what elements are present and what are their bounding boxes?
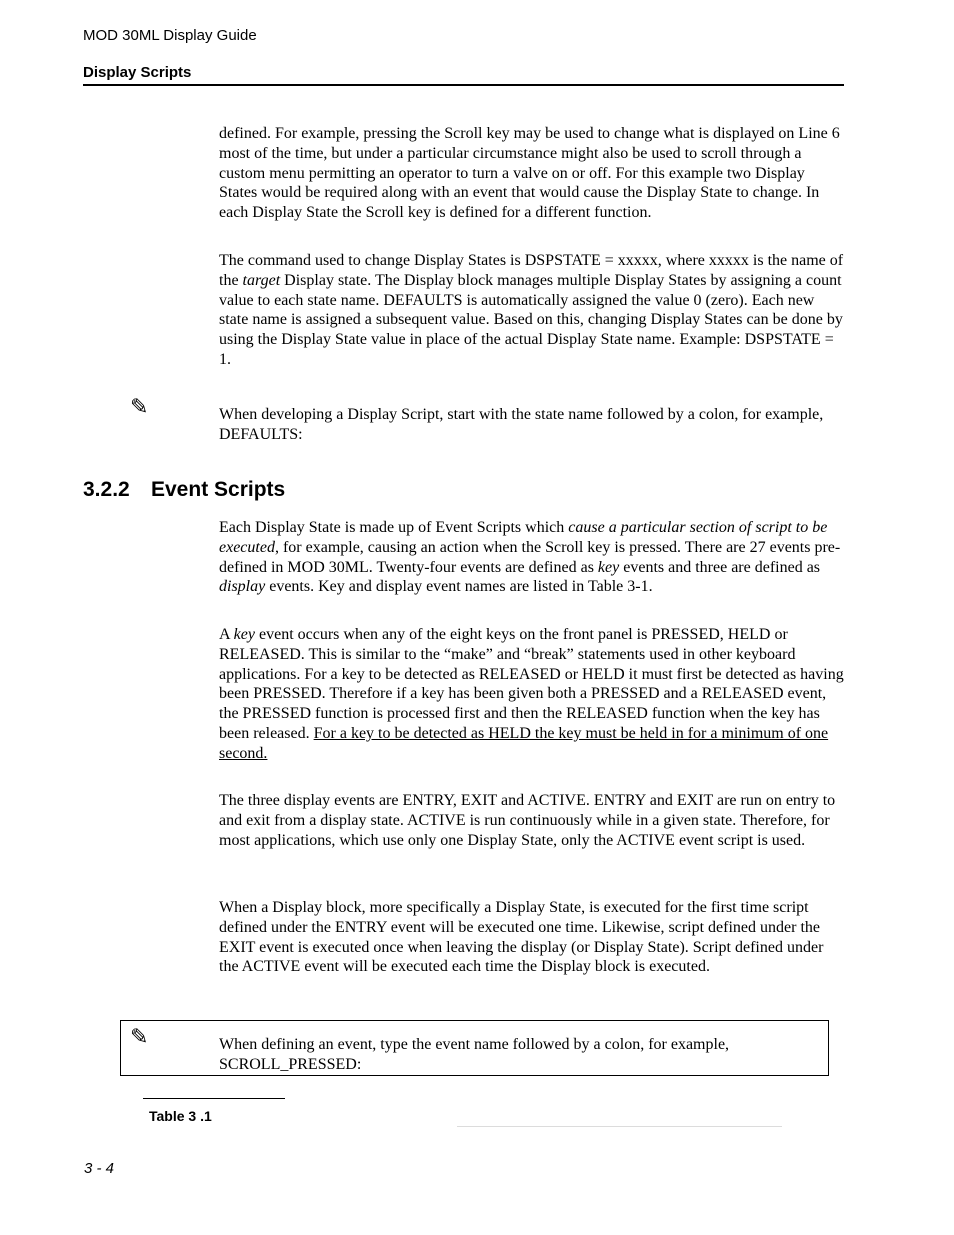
header-divider [83,84,844,86]
section-title: Event Scripts [151,478,286,501]
page-number: 3 - 4 [84,1160,115,1177]
italic-run: target [242,271,281,289]
text-run: Display state. The Display block manages multiple Display States by assigning a count value to each state name. DEFAULTS is automatically assigned the value 0 (zero). Each new state name is assigned a subsequent value. Based on this, changing Display States can be done by using the Display State value in place of the actual Display State name. Example: DSPSTATE = 1. [219,271,843,368]
note-define-event: When defining an event, type the event name followed by a colon, for example, SCROLL_PRESSED: [219,1036,730,1073]
paragraph-display-states-continued: defined. For example, pressing the Scroll key may be used to change what is displayed on Line 6 most of the time, but under a particular circumstance might also be used to scroll through a custom menu permitting an operator to turn a valve on or off. For this example two Display States would be required along with an event that would cause the Display State to change. In each Display State the Scroll key is defined for a different function. [219,125,840,222]
paragraph-execution-order: When a Display block, more specifically a Display State, is executed for the first time script defined under the ENTRY event will be executed one time. Likewise, script defined under the EXIT event is executed once when leaving the display (or Display State). Script defined under the ACTIVE event will be executed each time the Display block is executed. [219,899,824,976]
text-run: A [219,626,234,643]
italic-run: key [233,626,255,643]
text-run: event occurs when any of the eight keys on the front panel is PRESSED, HELD or RELEASED. This is similar to the “make” and “break” statements used in other keyboard applications. For a key to be detected as RELEASED or HELD it must first be detected as having been PRESSED. Therefore if a key has been given both a PRESSED and a RELEASED event, the PRESSED function is processed first and then the RELEASED function when the key has been released. [219,626,844,742]
paragraph-event-scripts [219,518,844,597]
footnote-divider [143,1098,285,1099]
italic-run: cause a particular section of script to be executed [219,519,828,556]
text-run: The command used to change Display States is DSPSTATE = xxxxx, where xxxxx is the name of the [219,252,844,289]
table-reference: Table 3 .1 [149,1108,212,1124]
italic-run: key [597,558,620,576]
section-heading [83,478,285,502]
paragraph-dspstate-command [219,251,844,370]
italic-run: display [219,578,266,596]
text-run: Each Display State is made up of Event Scripts which [219,519,569,536]
text-run: events and three are defined as [619,558,821,576]
note-display-script: When developing a Display Script, start with the state name followed by a colon, for example, DEFAULTS: [219,406,824,443]
pencil-note-icon: ✎ [130,1024,149,1049]
section-number: 3.2.2 [83,478,130,501]
text-run: , for example, causing an action when the Scroll key is pressed. There are 27 events pre-defined in MOD 30ML. Twenty-four events are defined as [219,538,841,576]
document-title: MOD 30ML Display Guide [83,27,257,44]
text-run: events. Key and display event names are listed in Table 3-1. [265,578,653,596]
section-header: Display Scripts [83,64,192,81]
paragraph-key-events [219,625,844,764]
faint-divider [457,1126,782,1127]
underlined-run: For a key to be detected as HELD the key must be held in for a minimum of one second. [219,724,829,762]
paragraph-display-events: The three display events are ENTRY, EXIT and ACTIVE. ENTRY and EXIT are run on entry to and exit from a display state. ACTIVE is run continuously while in a given state. Therefore, for most applications, which use only one Display State, only the ACTIVE event script is used. [219,792,836,849]
pencil-note-icon: ✎ [130,394,149,419]
